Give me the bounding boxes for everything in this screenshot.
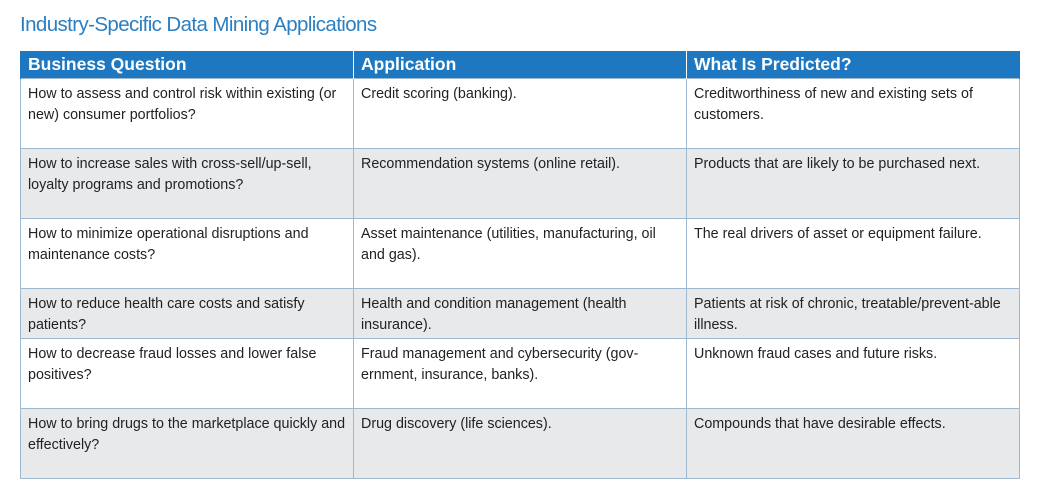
business-question-cell: How to bring drugs to the marketplace quickly and effectively? <box>21 409 354 479</box>
table-row <box>21 79 1020 149</box>
business-question-cell: How to reduce health care costs and satisfy patients? <box>21 289 354 339</box>
table-row <box>21 219 1020 289</box>
business-question-cell: How to assess and control risk within existing (or new) consumer portfolios? <box>21 79 354 149</box>
prediction-cell: Patients at risk of chronic, treatable/prevent-able illness. <box>687 289 1020 339</box>
application-cell: Drug discovery (life sciences). <box>354 409 687 479</box>
table-row <box>21 289 1020 339</box>
column-header-application: Application <box>354 51 687 79</box>
table-header-row <box>21 51 1020 79</box>
application-cell: Fraud management and cybersecurity (gov-ernment, insurance, banks). <box>354 339 687 409</box>
application-cell: Credit scoring (banking). <box>354 79 687 149</box>
application-cell: Recommendation systems (online retail). <box>354 149 687 219</box>
business-question-cell: How to increase sales with cross-sell/up-sell, loyalty programs and promotions? <box>21 149 354 219</box>
column-header-business-question: Business Question <box>21 51 354 79</box>
business-question-cell: How to decrease fraud losses and lower false positives? <box>21 339 354 409</box>
applications-table <box>20 51 1020 479</box>
application-cell: Asset maintenance (utilities, manufacturing, oil and gas). <box>354 219 687 289</box>
prediction-cell: Creditworthiness of new and existing sets of customers. <box>687 79 1020 149</box>
column-header-what-is-predicted: What Is Predicted? <box>687 51 1020 79</box>
prediction-cell: Unknown fraud cases and future risks. <box>687 339 1020 409</box>
business-question-cell: How to minimize operational disruptions and maintenance costs? <box>21 219 354 289</box>
table-row <box>21 339 1020 409</box>
table-row <box>21 409 1020 479</box>
prediction-cell: The real drivers of asset or equipment failure. <box>687 219 1020 289</box>
prediction-cell: Compounds that have desirable effects. <box>687 409 1020 479</box>
page-title: Industry-Specific Data Mining Applications <box>20 13 377 36</box>
table-row <box>21 149 1020 219</box>
prediction-cell: Products that are likely to be purchased next. <box>687 149 1020 219</box>
application-cell: Health and condition management (health insurance). <box>354 289 687 339</box>
